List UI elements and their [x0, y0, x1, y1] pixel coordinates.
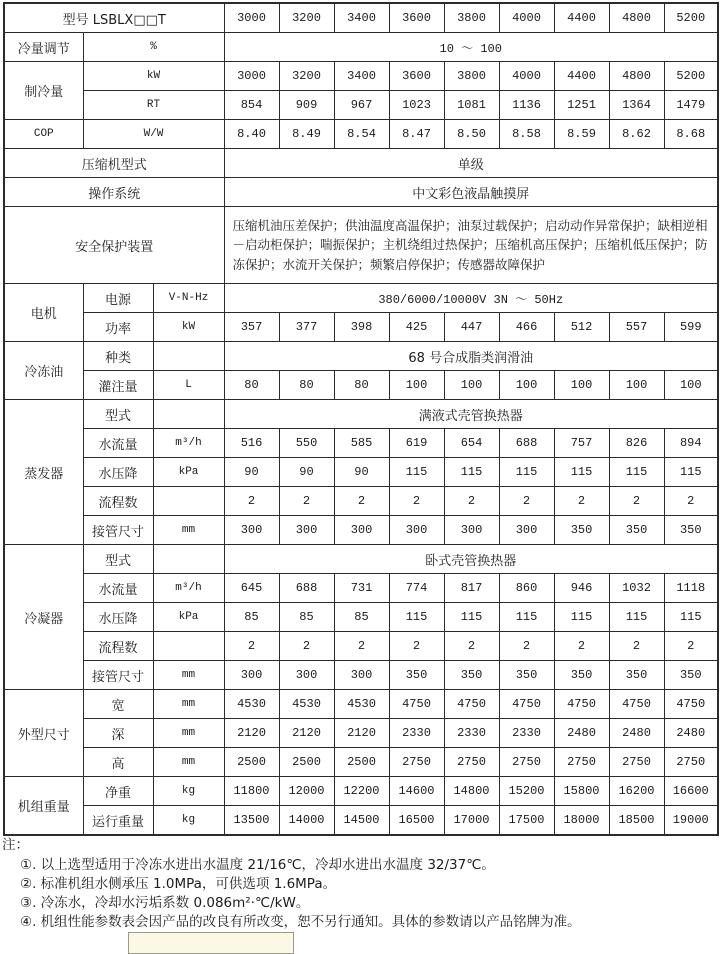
- row-label: 安全保护装置: [4, 207, 224, 284]
- table-cell: 4400: [554, 62, 609, 91]
- table-cell: 1251: [554, 91, 609, 120]
- oil-charge-row: [4, 371, 718, 400]
- table-cell: 15800: [554, 777, 609, 806]
- table-cell: 4750: [554, 690, 609, 719]
- table-cell: 12200: [334, 777, 389, 806]
- table-cell: 757: [554, 429, 609, 458]
- table-cell: 2120: [279, 719, 334, 748]
- table-cell: V-N-Hz: [153, 284, 224, 313]
- table-cell: 2500: [334, 748, 389, 777]
- table-cell: 2330: [499, 719, 554, 748]
- table-cell: kg: [153, 777, 224, 806]
- table-cell: 688: [499, 429, 554, 458]
- table-cell: 3200: [279, 3, 334, 33]
- table-cell: 516: [224, 429, 279, 458]
- table-cell: 1032: [609, 574, 664, 603]
- motor-power-row: [4, 313, 718, 342]
- table-cell: 115: [554, 603, 609, 632]
- table-cell: [153, 632, 224, 661]
- group-label: 机组重量: [4, 777, 83, 836]
- table-cell: 2: [224, 632, 279, 661]
- table-cell: 115: [609, 458, 664, 487]
- safety-protection-row: [4, 207, 718, 284]
- table-cell: mm: [153, 661, 224, 690]
- table-cell: 2: [664, 487, 718, 516]
- table-cell: 2: [389, 632, 444, 661]
- table-cell: kPa: [153, 458, 224, 487]
- table-cell: 型式: [83, 400, 153, 429]
- dimension-depth-row: [4, 719, 718, 748]
- table-cell: mm: [153, 690, 224, 719]
- condenser-type-value: 卧式壳管换热器: [224, 545, 718, 574]
- table-cell: 817: [444, 574, 499, 603]
- table-cell: L: [153, 371, 224, 400]
- table-cell: kg: [153, 806, 224, 836]
- table-cell: 17000: [444, 806, 499, 836]
- table-cell: 585: [334, 429, 389, 458]
- table-cell: 14800: [444, 777, 499, 806]
- condenser-passes-row: [4, 632, 718, 661]
- table-cell: [153, 342, 224, 371]
- table-cell: 3000: [224, 3, 279, 33]
- table-cell: m³/h: [153, 429, 224, 458]
- group-label: 电机: [4, 284, 83, 342]
- table-cell: 2500: [279, 748, 334, 777]
- row-label: 操作系统: [4, 178, 224, 207]
- table-cell: 100: [444, 371, 499, 400]
- table-cell: 4800: [609, 62, 664, 91]
- table-cell: 3000: [224, 62, 279, 91]
- note-1: ①. 以上选型适用于冷冻水进出水温度 21/16℃，冷却水进出水温度 32/37℃。: [20, 857, 495, 873]
- table-cell: 4750: [444, 690, 499, 719]
- table-cell: 946: [554, 574, 609, 603]
- capacity-adjustment-row: [4, 33, 718, 62]
- table-cell: 90: [224, 458, 279, 487]
- table-cell: 774: [389, 574, 444, 603]
- table-cell: 350: [389, 661, 444, 690]
- table-cell: 3600: [389, 62, 444, 91]
- table-cell: 100: [554, 371, 609, 400]
- net-weight-row: [4, 777, 718, 806]
- table-cell: 3200: [279, 62, 334, 91]
- table-cell: 4750: [389, 690, 444, 719]
- table-cell: 2: [554, 487, 609, 516]
- dimension-width-row: [4, 690, 718, 719]
- table-cell: 4800: [609, 3, 664, 33]
- table-cell: 2: [389, 487, 444, 516]
- note-4: ④. 机组性能参数表会因产品的改良有所改变，恕不另行通知。具体的参数请以产品铭牌为准。: [20, 914, 581, 930]
- table-cell: 16200: [609, 777, 664, 806]
- table-cell: 2: [499, 632, 554, 661]
- cooling-capacity-kw-row: [4, 62, 718, 91]
- table-cell: 4400: [554, 3, 609, 33]
- table-cell: [153, 487, 224, 516]
- table-cell: 894: [664, 429, 718, 458]
- oil-type-row: [4, 342, 718, 371]
- table-cell: 3800: [444, 62, 499, 91]
- compressor-type-value: 单级: [224, 149, 718, 178]
- table-cell: 100: [609, 371, 664, 400]
- capacity-adjustment-range: 10 ～ 100: [224, 33, 718, 62]
- table-cell: 2: [444, 487, 499, 516]
- evaporator-pressure-drop-row: [4, 458, 718, 487]
- table-cell: 水流量: [83, 429, 153, 458]
- table-cell: 14500: [334, 806, 389, 836]
- dimension-height-row: [4, 748, 718, 777]
- table-cell: 运行重量: [83, 806, 153, 836]
- table-cell: 619: [389, 429, 444, 458]
- evaporator-type-value: 满液式壳管换热器: [224, 400, 718, 429]
- table-cell: 4750: [499, 690, 554, 719]
- note-2: ②. 标准机组水侧承压 1.0MPa，可供选项 1.6MPa。: [20, 876, 337, 892]
- evaporator-flow-row: [4, 429, 718, 458]
- table-cell: 5200: [664, 62, 718, 91]
- table-cell: 731: [334, 574, 389, 603]
- table-cell: 3600: [389, 3, 444, 33]
- table-cell: 115: [664, 458, 718, 487]
- table-cell: kPa: [153, 603, 224, 632]
- table-cell: 3400: [334, 62, 389, 91]
- table-cell: 447: [444, 313, 499, 342]
- table-cell: 115: [609, 603, 664, 632]
- table-cell: 1023: [389, 91, 444, 120]
- table-cell: 宽: [83, 690, 153, 719]
- table-cell: 水流量: [83, 574, 153, 603]
- table-cell: 826: [609, 429, 664, 458]
- group-label: 蒸发器: [4, 400, 83, 545]
- table-cell: 4530: [334, 690, 389, 719]
- table-cell: 300: [389, 516, 444, 545]
- table-cell: 2750: [554, 748, 609, 777]
- table-cell: 300: [224, 516, 279, 545]
- table-cell: 350: [664, 516, 718, 545]
- table-cell: 4000: [499, 62, 554, 91]
- table-cell: mm: [153, 748, 224, 777]
- table-cell: 300: [224, 661, 279, 690]
- table-cell: 流程数: [83, 632, 153, 661]
- table-cell: 350: [664, 661, 718, 690]
- table-cell: 688: [279, 574, 334, 603]
- table-cell: 398: [334, 313, 389, 342]
- table-cell: 高: [83, 748, 153, 777]
- table-cell: 80: [279, 371, 334, 400]
- table-cell: 300: [334, 516, 389, 545]
- condenser-pressure-drop-row: [4, 603, 718, 632]
- table-cell: 350: [554, 661, 609, 690]
- table-cell: 2750: [389, 748, 444, 777]
- table-cell: 1081: [444, 91, 499, 120]
- table-cell: 8.47: [389, 120, 444, 149]
- evaporator-pipe-size-row: [4, 516, 718, 545]
- row-label: COP: [4, 120, 83, 149]
- safety-protection-value: 压缩机油压差保护；供油温度高温保护；油泵过载保护；启动动作异常保护；缺相逆相－启动柜保护；喘振保护；主机绕组过热保护；压缩机高压保护；压缩机低压保护；防冻保护；水流开关保护；频繁启停保护；传感器故障保护: [224, 207, 718, 284]
- table-cell: mm: [153, 719, 224, 748]
- table-cell: 357: [224, 313, 279, 342]
- table-cell: 85: [334, 603, 389, 632]
- table-cell: 599: [664, 313, 718, 342]
- cooling-capacity-rt-row: [4, 91, 718, 120]
- table-cell: 11800: [224, 777, 279, 806]
- table-cell: 17500: [499, 806, 554, 836]
- power-supply-value: 380/6000/10000V 3N ～ 50Hz: [224, 284, 718, 313]
- table-cell: 2: [664, 632, 718, 661]
- table-cell: 12000: [279, 777, 334, 806]
- table-cell: 300: [279, 516, 334, 545]
- table-cell: 2480: [664, 719, 718, 748]
- table-cell: 3400: [334, 3, 389, 33]
- table-cell: 2: [609, 487, 664, 516]
- table-cell: 350: [554, 516, 609, 545]
- table-cell: 550: [279, 429, 334, 458]
- table-cell: 13500: [224, 806, 279, 836]
- table-cell: 深: [83, 719, 153, 748]
- table-cell: 2: [279, 487, 334, 516]
- table-cell: 350: [499, 661, 554, 690]
- table-cell: 425: [389, 313, 444, 342]
- table-cell: 967: [334, 91, 389, 120]
- table-cell: 8.50: [444, 120, 499, 149]
- table-cell: 5200: [664, 3, 718, 33]
- table-cell: 115: [499, 603, 554, 632]
- table-cell: 115: [444, 603, 499, 632]
- table-cell: m³/h: [153, 574, 224, 603]
- table-cell: 15200: [499, 777, 554, 806]
- notes-label: 注：: [2, 837, 29, 853]
- table-cell: 350: [609, 661, 664, 690]
- table-cell: 14600: [389, 777, 444, 806]
- table-cell: 8.62: [609, 120, 664, 149]
- table-cell: 100: [664, 371, 718, 400]
- table-cell: 电源: [83, 284, 153, 313]
- table-cell: 512: [554, 313, 609, 342]
- table-cell: 2480: [609, 719, 664, 748]
- table-cell: 功率: [83, 313, 153, 342]
- table-cell: 860: [499, 574, 554, 603]
- table-cell: 8.40: [224, 120, 279, 149]
- table-cell: 水压降: [83, 458, 153, 487]
- table-cell: 4750: [664, 690, 718, 719]
- compressor-type-row: [4, 149, 718, 178]
- table-cell: 377: [279, 313, 334, 342]
- table-cell: 型式: [83, 545, 153, 574]
- table-cell: 2: [334, 487, 389, 516]
- table-cell: 90: [334, 458, 389, 487]
- table-cell: 909: [279, 91, 334, 120]
- table-cell: 300: [279, 661, 334, 690]
- evaporator-type-row: [4, 400, 718, 429]
- chiller-spec-table: [3, 2, 719, 836]
- table-cell: 557: [609, 313, 664, 342]
- table-cell: 8.59: [554, 120, 609, 149]
- table-cell: 1364: [609, 91, 664, 120]
- table-cell: 115: [664, 603, 718, 632]
- model-header-label: 型号 LSBLX□□T: [4, 3, 224, 33]
- table-cell: 2: [554, 632, 609, 661]
- table-cell: 水压降: [83, 603, 153, 632]
- table-cell: RT: [83, 91, 224, 120]
- evaporator-passes-row: [4, 487, 718, 516]
- table-cell: 100: [499, 371, 554, 400]
- running-weight-row: [4, 806, 718, 836]
- note-3: ③. 冷冻水，冷却水污垢系数 0.086m²·℃/kW。: [20, 895, 310, 911]
- table-cell: 灌注量: [83, 371, 153, 400]
- table-cell: 净重: [83, 777, 153, 806]
- table-cell: 645: [224, 574, 279, 603]
- cropped-bottom-box: [128, 932, 294, 954]
- table-cell: W/W: [83, 120, 224, 149]
- table-cell: 854: [224, 91, 279, 120]
- table-cell: 2500: [224, 748, 279, 777]
- table-cell: kW: [153, 313, 224, 342]
- table-cell: 2750: [444, 748, 499, 777]
- table-cell: 2: [609, 632, 664, 661]
- row-label: 冷量调节: [4, 33, 83, 62]
- cop-row: [4, 120, 718, 149]
- table-cell: 300: [444, 516, 499, 545]
- table-cell: 2: [334, 632, 389, 661]
- table-cell: 2: [279, 632, 334, 661]
- table-cell: 85: [279, 603, 334, 632]
- table-cell: 接管尺寸: [83, 516, 153, 545]
- table-cell: 4530: [279, 690, 334, 719]
- table-cell: 2750: [499, 748, 554, 777]
- table-cell: 4530: [224, 690, 279, 719]
- condenser-pipe-size-row: [4, 661, 718, 690]
- condenser-type-row: [4, 545, 718, 574]
- table-cell: %: [83, 33, 224, 62]
- table-cell: 466: [499, 313, 554, 342]
- table-cell: 种类: [83, 342, 153, 371]
- table-cell: 8.49: [279, 120, 334, 149]
- table-cell: 16600: [664, 777, 718, 806]
- table-cell: 1479: [664, 91, 718, 120]
- table-cell: 2330: [389, 719, 444, 748]
- table-cell: 19000: [664, 806, 718, 836]
- table-cell: 4750: [609, 690, 664, 719]
- table-cell: 16500: [389, 806, 444, 836]
- table-cell: 300: [334, 661, 389, 690]
- table-cell: 14000: [279, 806, 334, 836]
- table-cell: 80: [224, 371, 279, 400]
- table-cell: 654: [444, 429, 499, 458]
- table-cell: 115: [499, 458, 554, 487]
- table-cell: [153, 400, 224, 429]
- table-cell: 18000: [554, 806, 609, 836]
- table-cell: kW: [83, 62, 224, 91]
- table-cell: 18500: [609, 806, 664, 836]
- group-label: 制冷量: [4, 62, 83, 120]
- table-cell: 80: [334, 371, 389, 400]
- operating-system-row: [4, 178, 718, 207]
- table-cell: 115: [389, 458, 444, 487]
- table-cell: 1136: [499, 91, 554, 120]
- table-cell: 接管尺寸: [83, 661, 153, 690]
- table-cell: 8.58: [499, 120, 554, 149]
- table-cell: 2: [224, 487, 279, 516]
- table-cell: 2120: [224, 719, 279, 748]
- table-cell: [153, 545, 224, 574]
- table-cell: 3800: [444, 3, 499, 33]
- table-cell: 300: [499, 516, 554, 545]
- table-cell: 115: [444, 458, 499, 487]
- table-cell: 350: [609, 516, 664, 545]
- table-cell: 2330: [444, 719, 499, 748]
- table-cell: 4000: [499, 3, 554, 33]
- table-cell: 8.54: [334, 120, 389, 149]
- table-cell: 1118: [664, 574, 718, 603]
- condenser-flow-row: [4, 574, 718, 603]
- table-cell: 8.68: [664, 120, 718, 149]
- table-cell: 85: [224, 603, 279, 632]
- table-cell: 350: [444, 661, 499, 690]
- row-label: 压缩机型式: [4, 149, 224, 178]
- table-cell: mm: [153, 516, 224, 545]
- oil-type-value: 68 号合成脂类润滑油: [224, 342, 718, 371]
- notes-section: [2, 836, 718, 932]
- operating-system-value: 中文彩色液晶触摸屏: [224, 178, 718, 207]
- motor-power-supply-row: [4, 284, 718, 313]
- group-label: 冷冻油: [4, 342, 83, 400]
- group-label: 外型尺寸: [4, 690, 83, 777]
- model-row: [4, 3, 718, 33]
- table-cell: 2480: [554, 719, 609, 748]
- table-cell: 115: [554, 458, 609, 487]
- table-cell: 2: [444, 632, 499, 661]
- table-cell: 2750: [609, 748, 664, 777]
- table-cell: 115: [389, 603, 444, 632]
- table-cell: 90: [279, 458, 334, 487]
- table-cell: 2750: [664, 748, 718, 777]
- table-cell: 流程数: [83, 487, 153, 516]
- table-cell: 2: [499, 487, 554, 516]
- table-cell: 2120: [334, 719, 389, 748]
- table-cell: 100: [389, 371, 444, 400]
- group-label: 冷凝器: [4, 545, 83, 690]
